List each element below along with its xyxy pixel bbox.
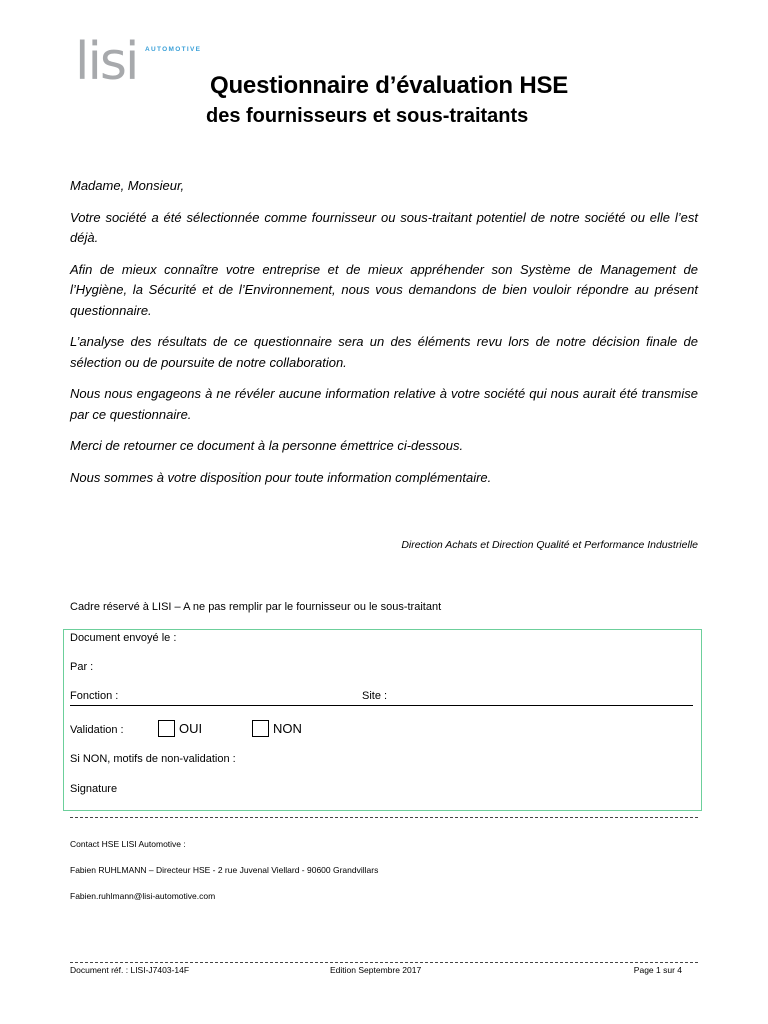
- document-sent-label: Document envoyé le :: [70, 632, 177, 644]
- document-subtitle: des fournisseurs et sous-traitants: [206, 105, 529, 127]
- footer-divider: [70, 962, 698, 963]
- cover-letter: [70, 176, 698, 499]
- letter-paragraph: Nous sommes à votre disposition pour toute information complémentaire.: [70, 469, 492, 485]
- contact-title: Contact HSE LISI Automotive :: [70, 839, 186, 849]
- letter-paragraph: Afin de mieux connaître votre entreprise et de mieux appréhender son Système de Management de l’Hygiène, la Sécurité et de l’Environnement, nous vous demandons de bien vouloir répondre au présent questionnaire.: [70, 261, 698, 318]
- par-label: Par :: [70, 661, 94, 673]
- document-title: Questionnaire d’évaluation HSE: [210, 72, 569, 99]
- signature-label: Signature: [70, 783, 118, 795]
- logo-subtitle: AUTOMOTIVE: [145, 46, 202, 53]
- fonction-site-underline: [70, 705, 693, 706]
- non-validation-reasons-label: Si NON, motifs de non-validation :: [70, 753, 236, 765]
- edition-date: Edition Septembre 2017: [330, 965, 422, 975]
- oui-checkbox[interactable]: [158, 720, 175, 737]
- non-checkbox[interactable]: [252, 720, 269, 737]
- contact-email: Fabien.ruhlmann@lisi-automotive.com: [70, 891, 216, 901]
- reserved-frame: [63, 629, 702, 811]
- validation-label: Validation :: [70, 724, 124, 736]
- contact-person: Fabien RUHLMANN – Directeur HSE - 2 rue Juvenal Viellard - 90600 Grandvillars: [70, 865, 379, 875]
- non-label: NON: [273, 721, 302, 736]
- page-number: Page 1 sur 4: [633, 965, 682, 975]
- oui-label: OUI: [179, 721, 203, 736]
- document-reference: Document réf. : LISI-J7403-14F: [70, 965, 190, 975]
- fonction-label: Fonction :: [70, 690, 119, 702]
- lisi-logo: [75, 32, 205, 98]
- site-label: Site :: [362, 690, 388, 702]
- logo-wordmark: lisi: [75, 32, 138, 92]
- reserved-frame-label: Cadre réservé à LISI – A ne pas remplir par le fournisseur ou le sous-traitant: [70, 601, 442, 613]
- letter-paragraph: L’analyse des résultats de ce questionnaire sera un des éléments revu lors de notre décision finale de sélection ou de poursuite de notre collaboration.: [70, 334, 698, 370]
- letter-paragraph: Merci de retourner ce document à la personne émettrice ci-dessous.: [70, 438, 464, 453]
- letter-paragraph: Nous nous engageons à ne révéler aucune information relative à votre société qui nous aurait été transmise par ce questionnaire.: [70, 386, 698, 422]
- section-divider: [70, 817, 698, 818]
- letter-greeting: Madame, Monsieur,: [70, 178, 185, 193]
- letter-signoff: Direction Achats et Direction Qualité et Performance Industrielle: [401, 539, 698, 551]
- letter-paragraph: Votre société a été sélectionnée comme fournisseur ou sous-traitant potentiel de notre société ou elle l’est déjà.: [70, 209, 698, 245]
